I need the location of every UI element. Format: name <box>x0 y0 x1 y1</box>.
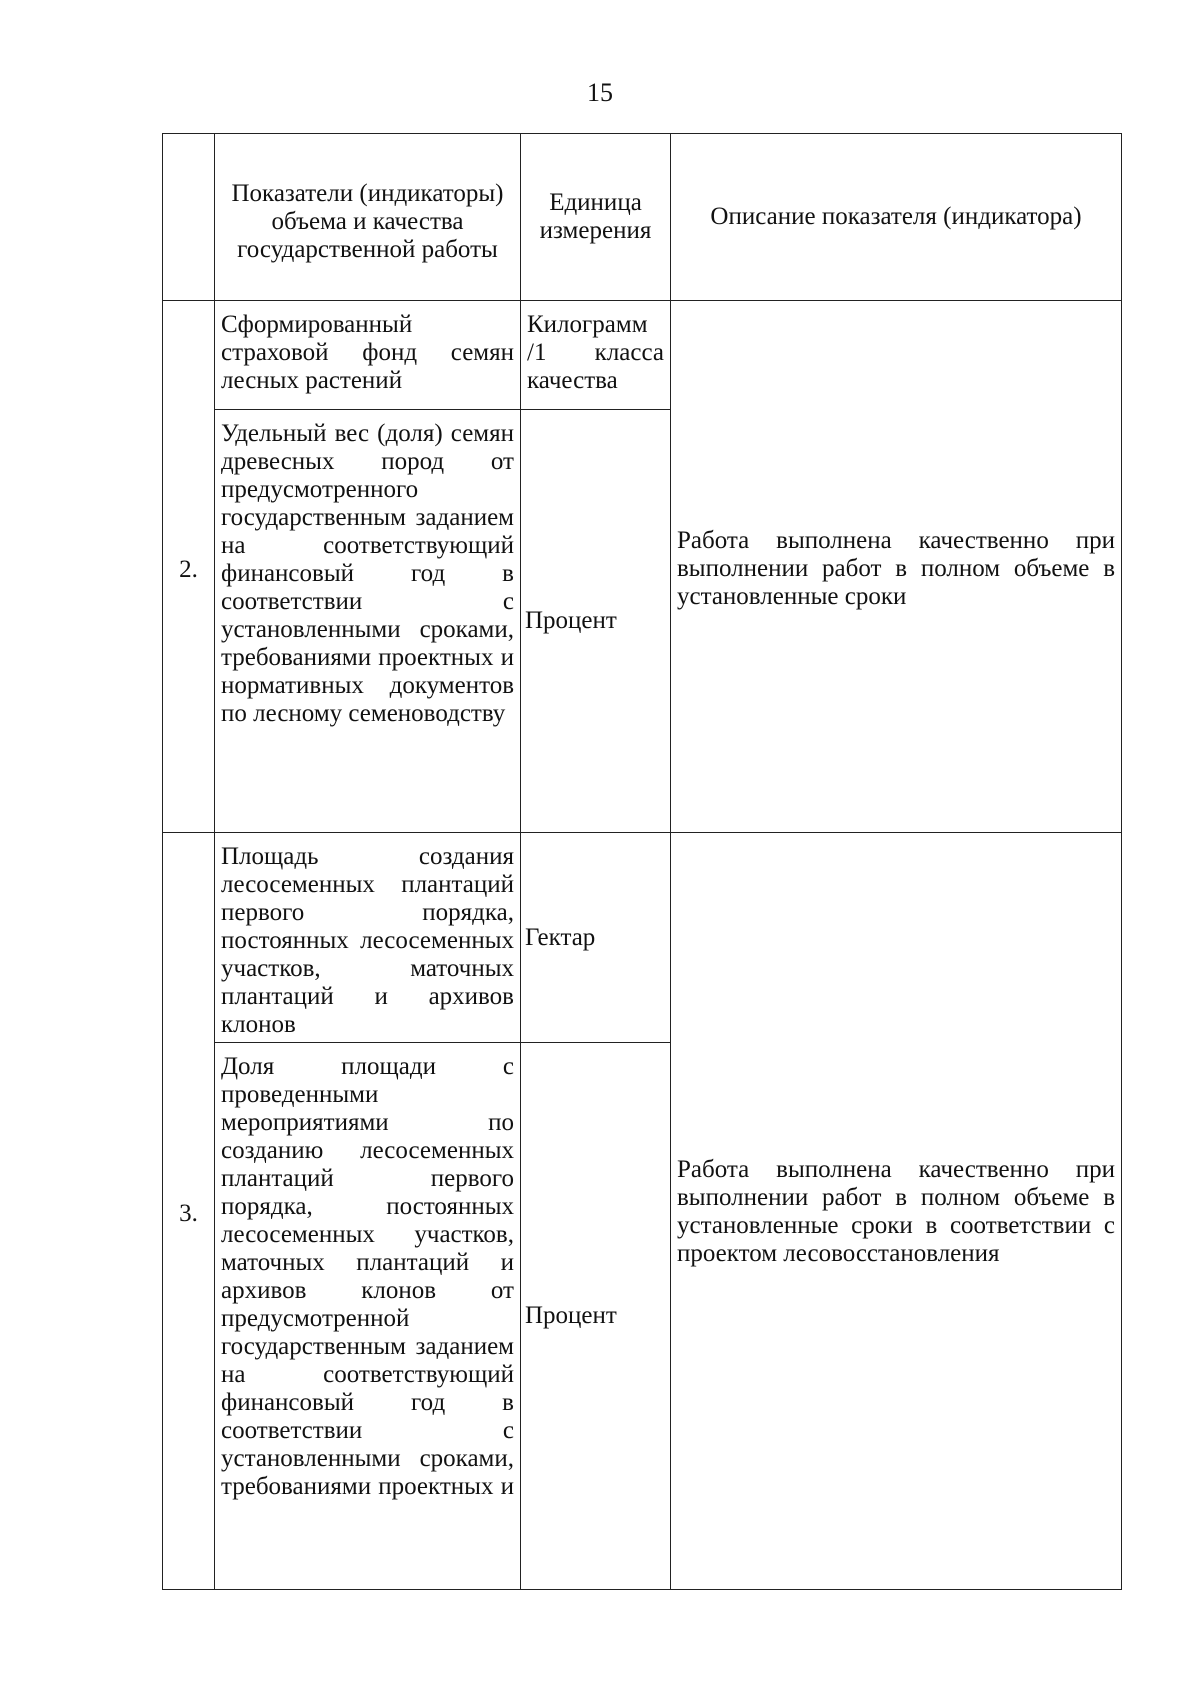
header-description-cell <box>671 134 1122 301</box>
row-number: 2. <box>179 555 198 583</box>
header-unit-label: Единица измерения <box>539 189 652 244</box>
header-indicator-label: Показатели (индикаторы) объема и качества государственной работы <box>231 180 504 263</box>
unit-cell <box>521 833 671 1043</box>
header-indicator-cell <box>215 134 521 301</box>
indicator-cell <box>215 301 521 410</box>
table-row <box>163 833 1122 1043</box>
indicator-text: Удельный вес (доля) семян древесных пород от предусмотренного государственным заданием на соответствующий финансовый год в соответствии с установленными сроками, требованиями проектных и нормативных документов по лесному семеноводству <box>221 420 514 727</box>
unit-cell <box>521 301 671 410</box>
indicator-text: Площадь создания лесосеменных плантаций первого порядка, постоянных лесосеменных участков, маточных плантаций и архивов клонов <box>221 843 514 1038</box>
indicator-cell <box>215 410 521 833</box>
table-header-row <box>163 134 1122 301</box>
indicator-cell <box>215 833 521 1043</box>
indicators-table <box>162 133 1122 1590</box>
description-cell <box>671 301 1122 833</box>
row-number-cell <box>163 833 215 1590</box>
unit-text: Гектар <box>525 923 596 951</box>
header-description-label: Описание показателя (индикатора) <box>710 203 1082 230</box>
page-number: 15 <box>587 78 613 107</box>
indicator-cell <box>215 1043 521 1590</box>
header-number-cell <box>163 134 215 301</box>
description-text: Работа выполнена качественно при выполнении работ в полном объеме в установленные сроки в соответствии с проектом лесовосстановления <box>677 1156 1115 1267</box>
unit-text: Килограмм /1 класса качества <box>527 311 664 394</box>
indicator-text: Сформированный страховой фонд семян лесных растений <box>221 311 514 394</box>
indicator-text: Доля площади с проведенными мероприятиями по созданию лесосеменных плантаций первого порядка, постоянных лесосеменных участков, маточных плантаций и архивов клонов от предусмотренной государственным заданием на соответствующий финансовый год в соответствии с установленными сроками, требованиями проектных и <box>221 1053 514 1500</box>
row-number: 3. <box>179 1200 198 1227</box>
unit-cell <box>521 410 671 833</box>
header-unit-cell <box>521 134 671 301</box>
table-row <box>163 301 1122 410</box>
row-number-cell <box>163 301 215 833</box>
unit-cell <box>521 1043 671 1590</box>
unit-text: Процент <box>525 1302 617 1329</box>
description-text: Работа выполнена качественно при выполнении работ в полном объеме в установленные сроки <box>677 527 1115 610</box>
description-cell <box>671 833 1122 1590</box>
unit-text: Процент <box>525 607 617 634</box>
